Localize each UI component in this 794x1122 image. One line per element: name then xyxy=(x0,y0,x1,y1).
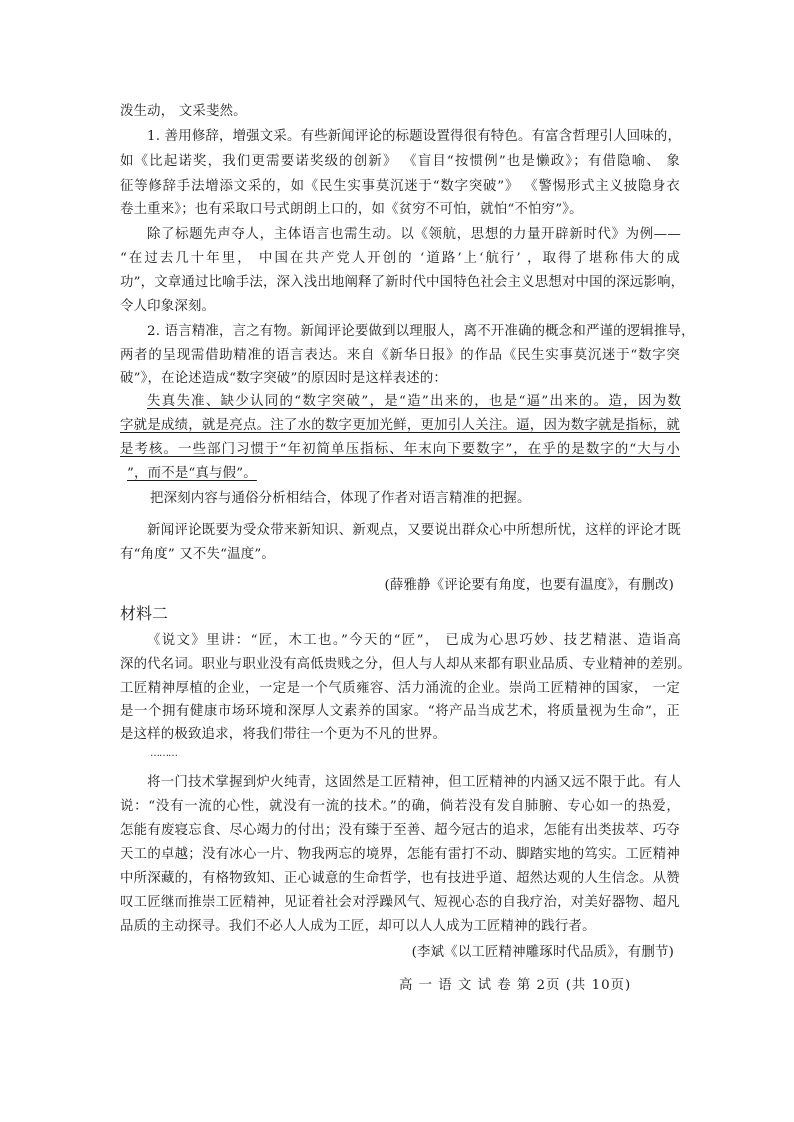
source-citation: (薛雅静《评论要有角度，也要有温度》，有删改) xyxy=(384,578,674,593)
text-line: 叹工匠继而推崇工匠精神，见证着社会对浮躁风气、短视心态的自我疗治，对美好器物、超凡 xyxy=(120,895,680,910)
text-line: 是这样的极致追求，将我们带往一个更为不凡的世界。 xyxy=(120,727,447,742)
text-line: 两者的呈现需借助精准的语言表达。来自《新华日报》的作品《民生实事莫沉迷于“数字突 xyxy=(120,348,680,363)
text-line: 怎能有废寝忘食、尽心竭力的付出；没有臻于至善、超今冠古的追求，怎能有出类拔萃、巧夺 xyxy=(120,823,680,838)
source-citation: (李斌《以工匠精神雕琢时代品质》，有删节) xyxy=(411,945,674,960)
section-heading: 材料二 xyxy=(120,604,169,623)
quoted-line: ”，而不是“真与假”。 xyxy=(127,466,257,481)
text-line: 有“角度” 又不失“温度”。 xyxy=(120,547,275,562)
quoted-line: 失真失准、缺少认同的“数字突破”，是“造”出来的，也是“逼”出来的。造，因为数 xyxy=(147,394,681,409)
text-line: 新闻评论既要为受众带来新知识、新观点，又要说出群众心中所想所忧，这样的评论才既 xyxy=(147,523,681,538)
text-line: 除了标题先声夺人，主体语言也需生动。以《领航，思想的力量开辟新时代》为例—— xyxy=(147,227,681,242)
text-line: 2. 语言精准，言之有物。新闻评论要做到以理服人，离不开准确的概念和严谨的逻辑推导， xyxy=(147,324,695,339)
ellipsis: ……… xyxy=(150,748,177,759)
text-line: 说：“没有一流的心性，就没有一流的技术。”的确，倘若没有发自肺腑、专心如一的热爱， xyxy=(120,799,680,814)
text-line: 天工的卓越；没有冰心一片、物我两忘的境界，怎能有雷打不动、脚踏实地的笃实。工匠精神 xyxy=(120,847,680,862)
text-line: 如《比起诺奖，我们更需要诺奖级的创新》 《盲目“按惯例”也是懒政》；有借隐喻、 象 xyxy=(120,154,680,169)
text-line: 是一个拥有健康市场环境和深厚人文素养的国家。“将产品当成艺术，将质量视为生命”，正 xyxy=(120,704,680,719)
quoted-line: 是考核。一些部门习惯于“年初简单压指标、年末向下要数字”，在乎的是数字的“大与小 xyxy=(120,442,680,457)
text-line: 中所深藏的，有格物致知、正心诚意的生命哲学，也有技进乎道、超然达观的人生信念。从赞 xyxy=(120,871,680,886)
text-line: 功”，文章通过比喻手法，深入浅出地阐释了新时代中国特色社会主义思想对中国的深远影响， xyxy=(120,275,685,290)
text-line: 《说文》里讲：“匠，木工也。”今天的“匠”， 已成为心思巧妙、技艺精湛、造诣高 xyxy=(147,633,681,648)
text-line: 工匠精神厚植的企业，一定是一个气质雍容、活力涌流的企业。崇尚工匠精神的国家， 一定 xyxy=(120,681,680,696)
text-line: 破”》，在论述造成“数字突破”的原因时是这样表述的： xyxy=(120,371,448,386)
quoted-line: 字就是成绩，就是亮点。注了水的数字更加光鲜，更加引人关注。逼，因为数字就是指标，就 xyxy=(120,418,680,433)
text-line: 品质的主动探寻。我们不必人人成为工匠，却可以人人成为工匠精神的践行者。 xyxy=(120,919,596,934)
text-line: 把深刻内容与通俗分析相结合，体现了作者对语言精准的把握。 xyxy=(150,491,531,506)
text-line: “在过去几十年里， 中国在共产党人开创的 ‘道路’上‘航行’ ，取得了堪称伟大的成 xyxy=(120,251,680,266)
text-line: 深的代名词。职业与职业没有高低贵贱之分，但人与人却从来都有职业品质、专业精神的差别。 xyxy=(120,657,691,672)
page-footer: 高 一 语 文 试 卷 第 2页 (共 10页) xyxy=(399,978,632,993)
text-line: 泼生动， 文采斐然。 xyxy=(120,104,247,119)
text-line: 征等修辞手法增添文采的，如《民生实事莫沉迷于“数字突破”》 《警惕形式主义披隐身衣 xyxy=(120,179,680,194)
text-line: 卷土重来》；也有采取口号式朗朗上口的，如《贫穷不可怕，就怕“不怕穷”》。 xyxy=(120,202,583,217)
text-line: 令人印象深刻。 xyxy=(120,299,216,314)
text-line: 1. 善用修辞，增强文采。有些新闻评论的标题设置得很有特色。有富含哲理引人回味的， xyxy=(147,129,682,144)
text-line: 将一门技术掌握到炉火纯青，这固然是工匠精神，但工匠精神的内涵又远不限于此。有人 xyxy=(147,775,681,790)
